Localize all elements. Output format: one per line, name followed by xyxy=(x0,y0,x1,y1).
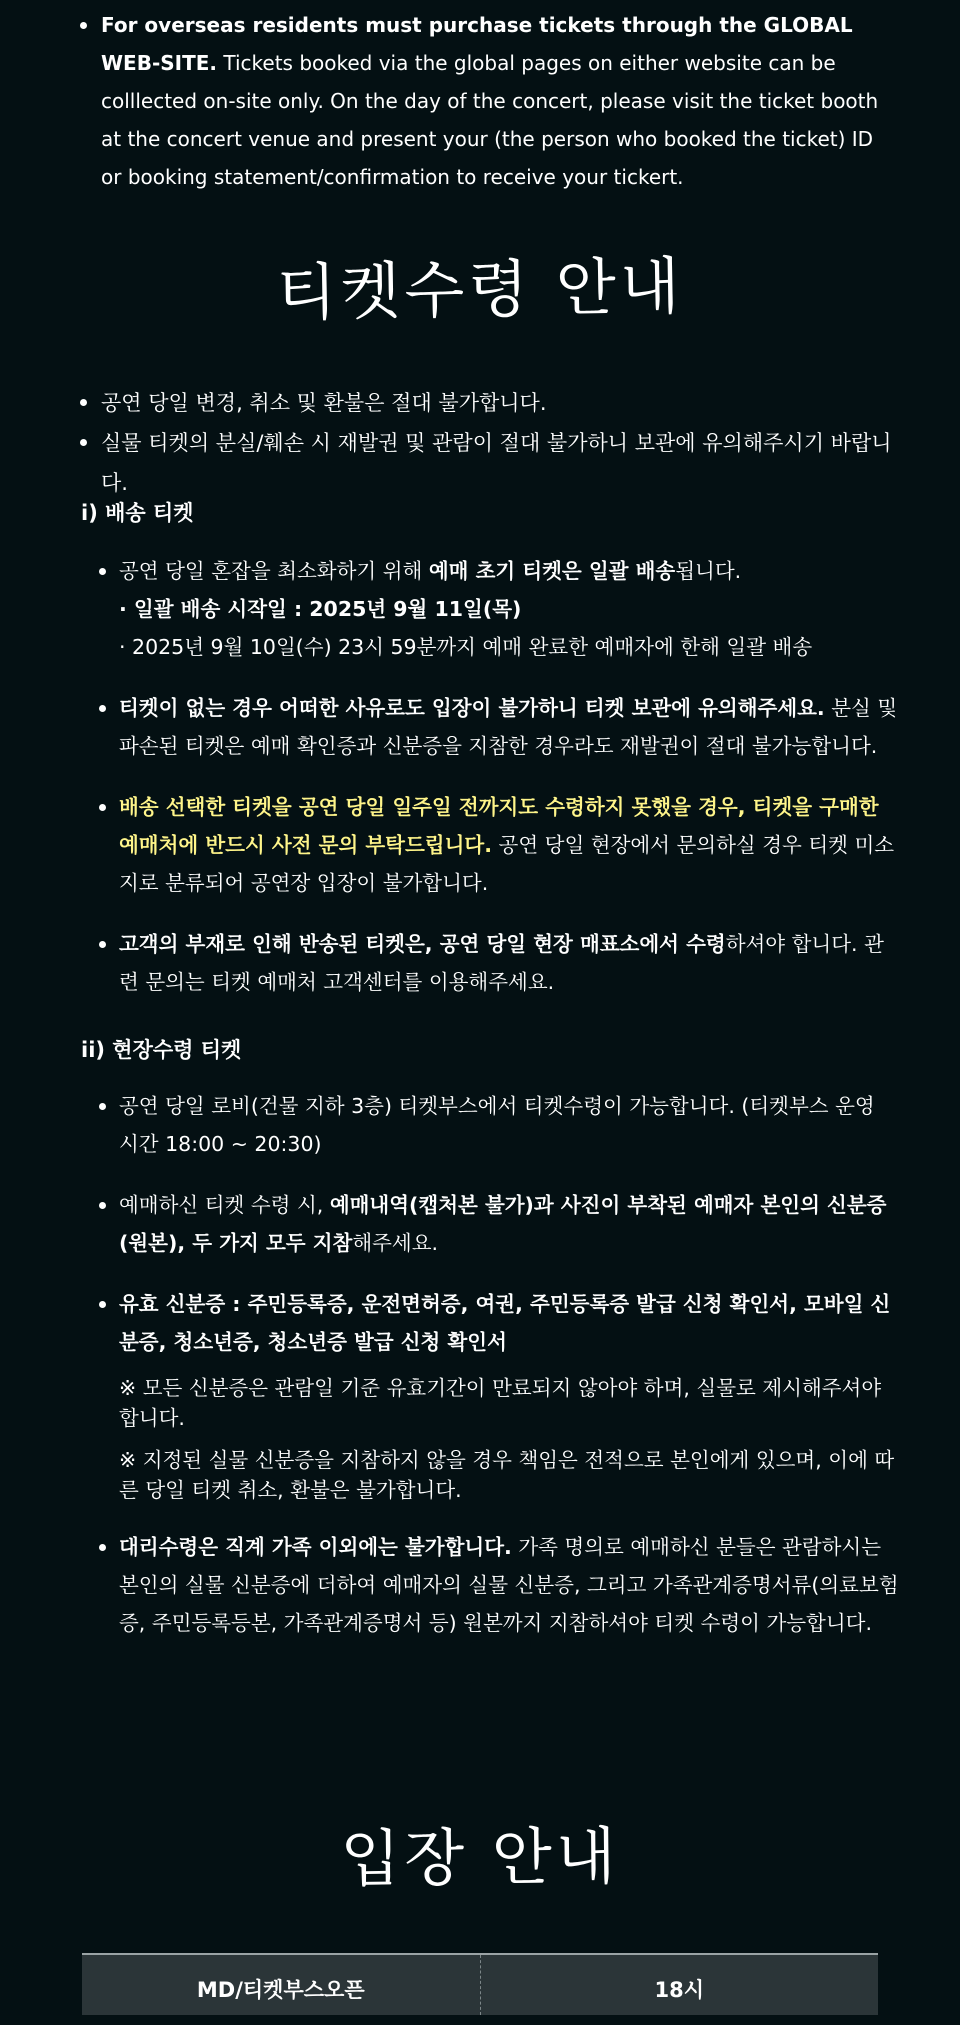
overseas-notice-list xyxy=(80,6,880,196)
id-validity-note: ※ 모든 신분증은 관람일 기준 유효기간이 만료되지 않아야 하며, 실물로 제시해주셔야 합니다. xyxy=(119,1376,882,1430)
onsite-ticket-heading: ii) 현장수령 티켓 xyxy=(81,1038,242,1062)
onsite-item-proxy-text: 가족 명의로 예매하신 분들은 관람하시는 본인의 실물 신분증에 더하여 예매자의 실물 신분증, 그리고 가족관계증명서류(의료보험증, 주민등록등본, 가족관계증명서 등) 원본까지 지참하셔야 티켓 수령이 가능합니다. xyxy=(119,1535,899,1635)
delivery-item-inquiry xyxy=(99,788,899,902)
onsite-item-proxy-bold: 대리수령은 직계 가족 이외에는 불가합니다. xyxy=(119,1535,512,1559)
delivery-ticket-list xyxy=(99,552,899,1001)
onsite-item-documents-bold: 예매내역(캡처본 불가)과 사진이 부착된 예매자 본인의 신분증(원본), 두 가지 모두 지참 xyxy=(119,1193,887,1255)
entry-schedule-table xyxy=(82,1953,878,2015)
ticket-section-title: 티켓수령 안내 xyxy=(275,249,685,330)
delivery-item-keep xyxy=(99,689,899,765)
delivery-item-batch-post: 됩니다. xyxy=(675,559,742,583)
onsite-item-valid-id xyxy=(99,1285,899,1505)
delivery-item-keep-text: 분실 및 파손된 티켓은 예매 확인증과 신분증을 지참한 경우라도 재발권이 절대 불가능합니다. xyxy=(119,696,898,758)
delivery-item-batch xyxy=(99,552,899,666)
table-cell-time: 18시 xyxy=(654,1978,704,2002)
general-notice-item: 공연 당일 변경, 취소 및 환불은 절대 불가합니다. xyxy=(80,383,900,423)
onsite-ticket-list xyxy=(99,1087,899,1642)
onsite-item-booth: 공연 당일 로비(건물 지하 3층) 티켓부스에서 티켓수령이 가능합니다. (티켓부스 운영 시간 18:00 ~ 20:30) xyxy=(99,1087,899,1163)
entry-section-title: 입장 안내 xyxy=(340,1819,621,1896)
ticket-general-notices xyxy=(80,383,900,503)
delivery-item-batch-pre: 공연 당일 혼잡을 최소화하기 위해 xyxy=(119,559,429,583)
onsite-item-documents-post: 해주세요. xyxy=(352,1231,439,1255)
overseas-notice-text: Tickets booked via the global pages on either website can be colllected on-site only. On the day of the concert, please visit the ticket booth at the concert venue and present your (the person who booked the ticket) ID or booking statement/confirmation to receive your tickert. xyxy=(101,51,879,189)
delivery-item-keep-bold: 티켓이 없는 경우 어떠한 사유로도 입장이 불가하니 티켓 보관에 유의해주세요. xyxy=(119,696,825,720)
table-cell-label: MD/티켓부스오픈 xyxy=(82,1955,481,2015)
delivery-item-inquiry-highlight: 배송 선택한 티켓을 공연 당일 일주일 전까지도 수령하지 못했을 경우, 티켓을 구매한 예매처에 반드시 사전 문의 부탁드립니다. xyxy=(119,795,879,857)
overseas-notice-bold: For overseas residents must purchase tickets through the GLOBAL WEB-SITE. xyxy=(101,13,853,75)
onsite-item-proxy xyxy=(99,1528,899,1642)
delivery-deadline: · 2025년 9월 10일(수) 23시 59분까지 예매 완료한 예매자에 한해 일괄 배송 xyxy=(119,635,813,659)
delivery-ticket-heading: i) 배송 티켓 xyxy=(81,501,194,525)
delivery-item-inquiry-text: 공연 당일 현장에서 문의하실 경우 티켓 미소지로 분류되어 공연장 입장이 불가합니다. xyxy=(119,833,895,895)
delivery-item-returned xyxy=(99,925,899,1001)
onsite-item-documents xyxy=(99,1186,899,1262)
onsite-item-documents-pre: 예매하신 티켓 수령 시, xyxy=(119,1193,330,1217)
onsite-item-valid-id-bold: 유효 신분증 : 주민등록증, 운전면허증, 여권, 주민등록증 발급 신청 확인서, 모바일 신분증, 청소년증, 청소년증 발급 신청 확인서 xyxy=(119,1292,891,1354)
delivery-item-returned-bold: 고객의 부재로 인해 반송된 티켓은, 공연 당일 현장 매표소에서 수령 xyxy=(119,932,726,956)
delivery-start-date: · 일괄 배송 시작일 : 2025년 9월 11일(목) xyxy=(119,597,522,621)
id-responsibility-note: ※ 지정된 실물 신분증을 지참하지 않을 경우 책임은 전적으로 본인에게 있으며, 이에 따른 당일 티켓 취소, 환불은 불가합니다. xyxy=(119,1448,895,1502)
general-notice-item: 실물 티켓의 분실/훼손 시 재발권 및 관람이 절대 불가하니 보관에 유의해주시기 바랍니다. xyxy=(80,423,900,503)
delivery-item-batch-bold: 예매 초기 티켓은 일괄 배송 xyxy=(428,559,676,583)
delivery-item-returned-text: 하셔야 합니다. 관련 문의는 티켓 예매처 고객센터를 이용해주세요. xyxy=(119,932,884,994)
overseas-notice-item xyxy=(80,6,880,196)
